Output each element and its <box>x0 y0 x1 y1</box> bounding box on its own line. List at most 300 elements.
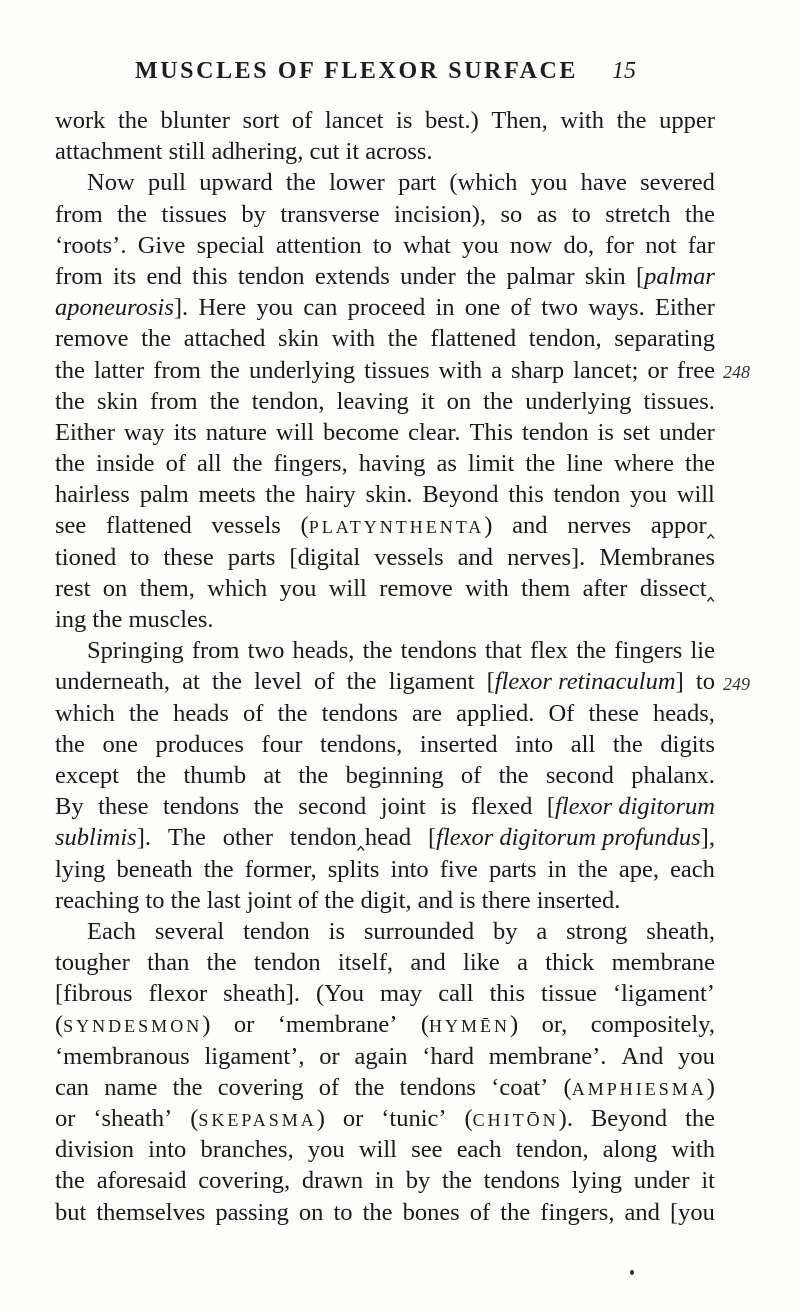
word: (which <box>449 169 518 197</box>
word: the <box>136 761 167 789</box>
word: former, <box>244 855 317 883</box>
word: become <box>322 418 400 446</box>
word: palm <box>139 481 189 509</box>
word: [ <box>546 793 556 821</box>
word: along <box>602 1136 658 1164</box>
word: drawn <box>301 1167 364 1195</box>
word: rest <box>55 574 91 602</box>
word: [ <box>635 262 645 290</box>
word: tendon <box>553 481 621 509</box>
word: under <box>400 262 456 290</box>
word: severed <box>640 169 715 197</box>
word: splits <box>327 855 380 883</box>
word: Either <box>55 418 115 446</box>
word-group <box>301 510 493 543</box>
word: so <box>500 200 523 228</box>
word: them, <box>139 574 195 602</box>
word: all <box>570 730 596 758</box>
word: but <box>55 1198 87 1226</box>
word: the <box>209 356 240 384</box>
word: [fibrous <box>55 980 133 1008</box>
word: tougher <box>55 949 130 977</box>
greek-term: SKEPASMA <box>198 1110 317 1130</box>
word: and <box>410 949 446 977</box>
word: the <box>387 325 418 353</box>
word: as <box>536 200 558 228</box>
word: beginning <box>345 761 444 789</box>
word: the <box>466 262 497 290</box>
word: the <box>612 730 643 758</box>
word: it <box>701 1167 715 1195</box>
word: each <box>670 855 715 883</box>
word: and <box>457 543 494 571</box>
text-line <box>55 947 715 978</box>
word: upward <box>199 169 273 197</box>
word: will <box>358 1136 397 1164</box>
word: these <box>98 793 149 821</box>
word: into <box>390 855 429 883</box>
word-group <box>547 791 715 822</box>
word: Beyond <box>422 481 499 509</box>
word: incision), <box>394 200 487 228</box>
word: under <box>659 418 715 446</box>
word: flexed <box>471 793 533 821</box>
text-line <box>55 292 715 323</box>
italic-term: flexor retinaculum <box>494 668 676 696</box>
text-segment: reaching to the last joint of the digit, and is there inserted. <box>55 886 621 914</box>
word: the <box>616 107 647 134</box>
word: tendons <box>483 1167 560 1195</box>
word-group <box>55 1009 210 1042</box>
word: will <box>676 481 715 509</box>
word: part <box>398 169 437 197</box>
page-number: 15 <box>612 58 636 84</box>
word: of <box>313 668 335 696</box>
word: Give <box>137 231 186 259</box>
word: the <box>129 699 159 727</box>
italic-term: aponeurosis <box>55 294 174 322</box>
word: by <box>492 917 518 945</box>
word: the <box>483 387 514 415</box>
text-line <box>55 604 715 635</box>
text-line <box>55 698 715 729</box>
word: the <box>498 761 529 789</box>
word: ( <box>563 1073 572 1101</box>
word: ]. <box>173 294 189 322</box>
word: four <box>261 730 303 758</box>
word: call <box>438 980 474 1008</box>
text-segment: ing the muscles. <box>55 606 214 633</box>
word: and <box>512 512 548 540</box>
word: to <box>130 543 150 571</box>
running-head <box>0 58 800 98</box>
word: stretch <box>605 200 671 228</box>
text-line <box>55 199 715 230</box>
word-group <box>190 1103 325 1136</box>
word: ], <box>700 824 715 852</box>
word: fingers, <box>273 450 348 478</box>
word-group <box>55 822 151 853</box>
word: where <box>614 450 674 478</box>
word: parts <box>227 543 276 571</box>
word: see <box>55 512 87 540</box>
word: ways. <box>588 294 645 322</box>
italic-term: flexor digitorum <box>555 793 715 821</box>
word: set <box>622 418 651 446</box>
word: can <box>55 1073 89 1101</box>
margin-line-number: 248 <box>723 361 750 382</box>
word: proceed <box>347 294 426 322</box>
word: that <box>485 637 522 665</box>
word: the <box>298 761 329 789</box>
word: each <box>456 1136 502 1164</box>
word: tendons, <box>319 730 403 758</box>
word: or <box>55 1105 76 1132</box>
word: appor‸ <box>650 512 715 540</box>
word: for <box>605 231 634 259</box>
word: the <box>55 730 85 758</box>
word: the <box>55 356 85 384</box>
word: joint <box>380 793 426 821</box>
word: of <box>460 761 482 789</box>
word: you <box>630 481 667 509</box>
word: skin <box>97 387 138 415</box>
word: you <box>462 231 499 259</box>
word: these <box>163 543 214 571</box>
word: sheath]. <box>223 980 301 1008</box>
word: from <box>55 262 103 290</box>
word: Beyond <box>590 1105 668 1132</box>
text-line <box>55 729 715 760</box>
text-line <box>55 105 715 136</box>
word: to <box>571 200 591 228</box>
word: applied. <box>456 699 535 727</box>
word: inserted <box>419 730 498 758</box>
word: tendon <box>243 917 310 945</box>
word: By <box>55 793 84 821</box>
word: these <box>588 699 639 727</box>
word: flexor <box>148 980 208 1008</box>
greek-term: SYNDESMON <box>63 1016 203 1037</box>
word: level <box>254 668 302 696</box>
word: leaving <box>336 387 409 415</box>
word: tissues. <box>643 387 715 415</box>
word: as <box>436 450 457 478</box>
word: ( <box>420 1011 430 1039</box>
word: is <box>597 418 614 446</box>
italic-term: palmar <box>644 262 715 290</box>
text-line <box>55 417 715 448</box>
word: may <box>379 980 423 1008</box>
word: the <box>265 481 296 509</box>
text-line <box>55 1197 715 1228</box>
word: vessels <box>211 512 281 540</box>
text-line <box>55 323 715 354</box>
word: [ <box>427 824 437 852</box>
word: by <box>241 200 266 228</box>
running-title: MUSCLES OF FLEXOR SURFACE <box>135 58 579 84</box>
word: phalanx. <box>631 761 715 789</box>
word: far <box>687 231 715 259</box>
word: ) <box>202 1011 211 1039</box>
word: flattened <box>106 512 192 540</box>
word: tissues <box>161 200 227 228</box>
word: like <box>463 949 500 977</box>
word: into <box>148 1136 187 1164</box>
italic-term: flexor digitorum profundus <box>436 824 701 852</box>
word: tendon‸head <box>289 824 412 852</box>
text-line <box>55 261 715 292</box>
word: ) <box>316 1105 325 1132</box>
word: its <box>112 262 137 290</box>
text-line <box>55 1009 715 1040</box>
word: ) <box>484 512 493 540</box>
word: ( <box>190 1105 199 1132</box>
text-line <box>55 1072 715 1103</box>
word-group <box>465 1103 573 1136</box>
word: having <box>358 450 426 478</box>
word: beneath <box>116 855 193 883</box>
word: ) <box>706 1073 715 1101</box>
word: the <box>525 450 556 478</box>
word: lie <box>690 637 715 665</box>
word: fingers, <box>540 1198 615 1226</box>
word: covering, <box>198 1167 291 1195</box>
greek-term: PLATYNTHENTA <box>308 517 485 538</box>
word: several <box>154 917 225 945</box>
word: this <box>508 481 544 509</box>
word: underneath, <box>55 668 170 696</box>
word: except <box>55 761 119 789</box>
word: in <box>435 294 455 322</box>
word-group <box>487 666 684 697</box>
word: will <box>328 574 367 602</box>
word: of <box>318 1073 340 1101</box>
word: remove <box>379 574 453 602</box>
word: nerves <box>567 512 632 540</box>
word: tendons <box>399 1073 476 1101</box>
word: are <box>412 699 442 727</box>
word: it <box>420 387 435 415</box>
text-line <box>55 510 715 541</box>
word: the <box>285 169 316 197</box>
word-group <box>55 292 188 323</box>
word: Here <box>198 294 247 322</box>
text-line <box>55 635 715 666</box>
word: work <box>55 107 106 134</box>
word: clear. <box>408 418 461 446</box>
word: division <box>55 1136 134 1164</box>
word: transverse <box>280 200 380 228</box>
word: Springing <box>87 637 184 665</box>
word: with <box>438 356 483 384</box>
text-line <box>55 542 715 573</box>
word: again <box>354 1042 408 1070</box>
word: thick <box>545 949 595 977</box>
word: lancet <box>324 107 384 134</box>
word: lancet; <box>573 356 639 384</box>
word: the <box>55 450 85 478</box>
word: you <box>530 169 568 197</box>
word: nerves]. <box>507 543 586 571</box>
text-line <box>55 136 715 167</box>
word: the <box>577 855 608 883</box>
text-line <box>55 386 715 417</box>
word: you <box>678 1042 715 1070</box>
word: tendons <box>321 699 398 727</box>
word: one <box>102 730 138 758</box>
word: blunter <box>160 107 230 134</box>
word: compositely, <box>590 1011 715 1039</box>
word: [ <box>486 668 495 696</box>
greek-term: HYMĒN <box>429 1016 511 1037</box>
word: the <box>346 668 377 696</box>
word: the <box>685 450 715 478</box>
word-group <box>421 1009 518 1042</box>
word: And <box>621 1042 664 1070</box>
word: a <box>536 917 548 945</box>
word: all <box>197 450 222 478</box>
word: lying <box>571 1167 623 1195</box>
word: name <box>104 1073 158 1101</box>
word: ape, <box>618 855 659 883</box>
word: of <box>243 699 264 727</box>
word: aforesaid <box>96 1167 187 1195</box>
margin-line-number: 249 <box>723 673 750 694</box>
word: (You <box>316 980 364 1008</box>
word: ]. <box>136 824 151 852</box>
text-line <box>55 791 715 822</box>
word: you <box>307 1136 345 1164</box>
word: Then, <box>491 107 548 134</box>
word: skin <box>584 262 626 290</box>
word: hairy <box>305 481 356 509</box>
word: nature <box>205 418 267 446</box>
word: digits <box>660 730 715 758</box>
word-group <box>428 822 715 853</box>
body-text <box>55 105 715 1228</box>
word: ‘coat’ <box>491 1073 549 1101</box>
word: now <box>510 231 553 259</box>
text-line <box>55 978 715 1009</box>
word: separating <box>614 325 715 353</box>
word: two <box>247 637 285 665</box>
text-line <box>55 479 715 510</box>
word: tendon <box>253 949 321 977</box>
word: do, <box>563 231 595 259</box>
word: this <box>489 980 526 1008</box>
word: The <box>167 824 206 852</box>
word: the <box>117 107 148 134</box>
word: and <box>624 1198 660 1226</box>
word: under <box>633 1167 690 1195</box>
word: the <box>253 793 284 821</box>
word: a <box>491 356 502 384</box>
word: themselves <box>96 1198 206 1226</box>
word: after <box>582 574 628 602</box>
word: heads <box>173 699 229 727</box>
word: heads, <box>652 699 715 727</box>
word: special <box>196 231 265 259</box>
word: end <box>146 262 182 290</box>
word: dissect‸ <box>639 574 715 602</box>
word: membrane’. <box>488 1042 607 1070</box>
word: thumb <box>183 761 247 789</box>
word: than <box>147 949 190 977</box>
word: at <box>263 761 282 789</box>
word: the <box>685 200 715 228</box>
word: the <box>203 855 234 883</box>
word: ‘membranous <box>55 1042 190 1070</box>
word: with <box>671 1136 715 1164</box>
word: Now <box>87 169 135 197</box>
word: on <box>102 574 128 602</box>
word: the <box>141 325 172 353</box>
word: [you <box>669 1198 715 1226</box>
word: the <box>277 699 308 727</box>
word: you <box>256 294 294 322</box>
word: ‘tunic’ <box>381 1105 447 1132</box>
text-line <box>55 448 715 479</box>
text-line <box>55 760 715 791</box>
word: ‘roots’. <box>55 231 127 259</box>
word: or <box>233 1011 255 1039</box>
word: ( <box>55 1011 64 1039</box>
word: a <box>517 949 528 977</box>
word: ( <box>300 512 309 540</box>
word: see <box>411 1136 443 1164</box>
word: from <box>55 200 103 228</box>
word: two <box>541 294 578 322</box>
word: is <box>440 793 457 821</box>
word: tioned <box>55 543 117 571</box>
word: ‘hard <box>422 1042 474 1070</box>
word: on <box>446 387 472 415</box>
word: from <box>149 387 198 415</box>
word: from <box>191 637 240 665</box>
word: the <box>685 1105 715 1132</box>
word: of <box>469 1198 491 1226</box>
word: ‘sheath’ <box>93 1105 173 1132</box>
word: tendon <box>237 262 305 290</box>
word: second <box>545 761 614 789</box>
word: the <box>362 637 393 665</box>
word: palmar <box>506 262 575 290</box>
word: can <box>303 294 338 322</box>
word: of <box>510 294 531 322</box>
word: tissues <box>364 356 430 384</box>
word-group <box>564 1072 715 1105</box>
word: sort <box>242 107 280 134</box>
word: itself, <box>337 949 394 977</box>
word: ‘membrane’ <box>277 1011 398 1039</box>
word: bones <box>402 1198 460 1226</box>
printer-mark <box>630 1270 634 1275</box>
word: flattened <box>430 325 517 353</box>
word: ligament <box>388 668 475 696</box>
text-segment: attachment still adhering, cut it across. <box>55 138 433 166</box>
word: in <box>547 855 567 883</box>
word: ) <box>510 1011 519 1039</box>
word: tendon <box>521 418 589 446</box>
word: Either <box>655 294 715 322</box>
word: sharp <box>511 356 565 384</box>
word: free <box>676 356 715 384</box>
word: five <box>439 855 478 883</box>
text-line <box>55 355 715 386</box>
text-line <box>55 916 715 947</box>
word: parts <box>488 855 537 883</box>
